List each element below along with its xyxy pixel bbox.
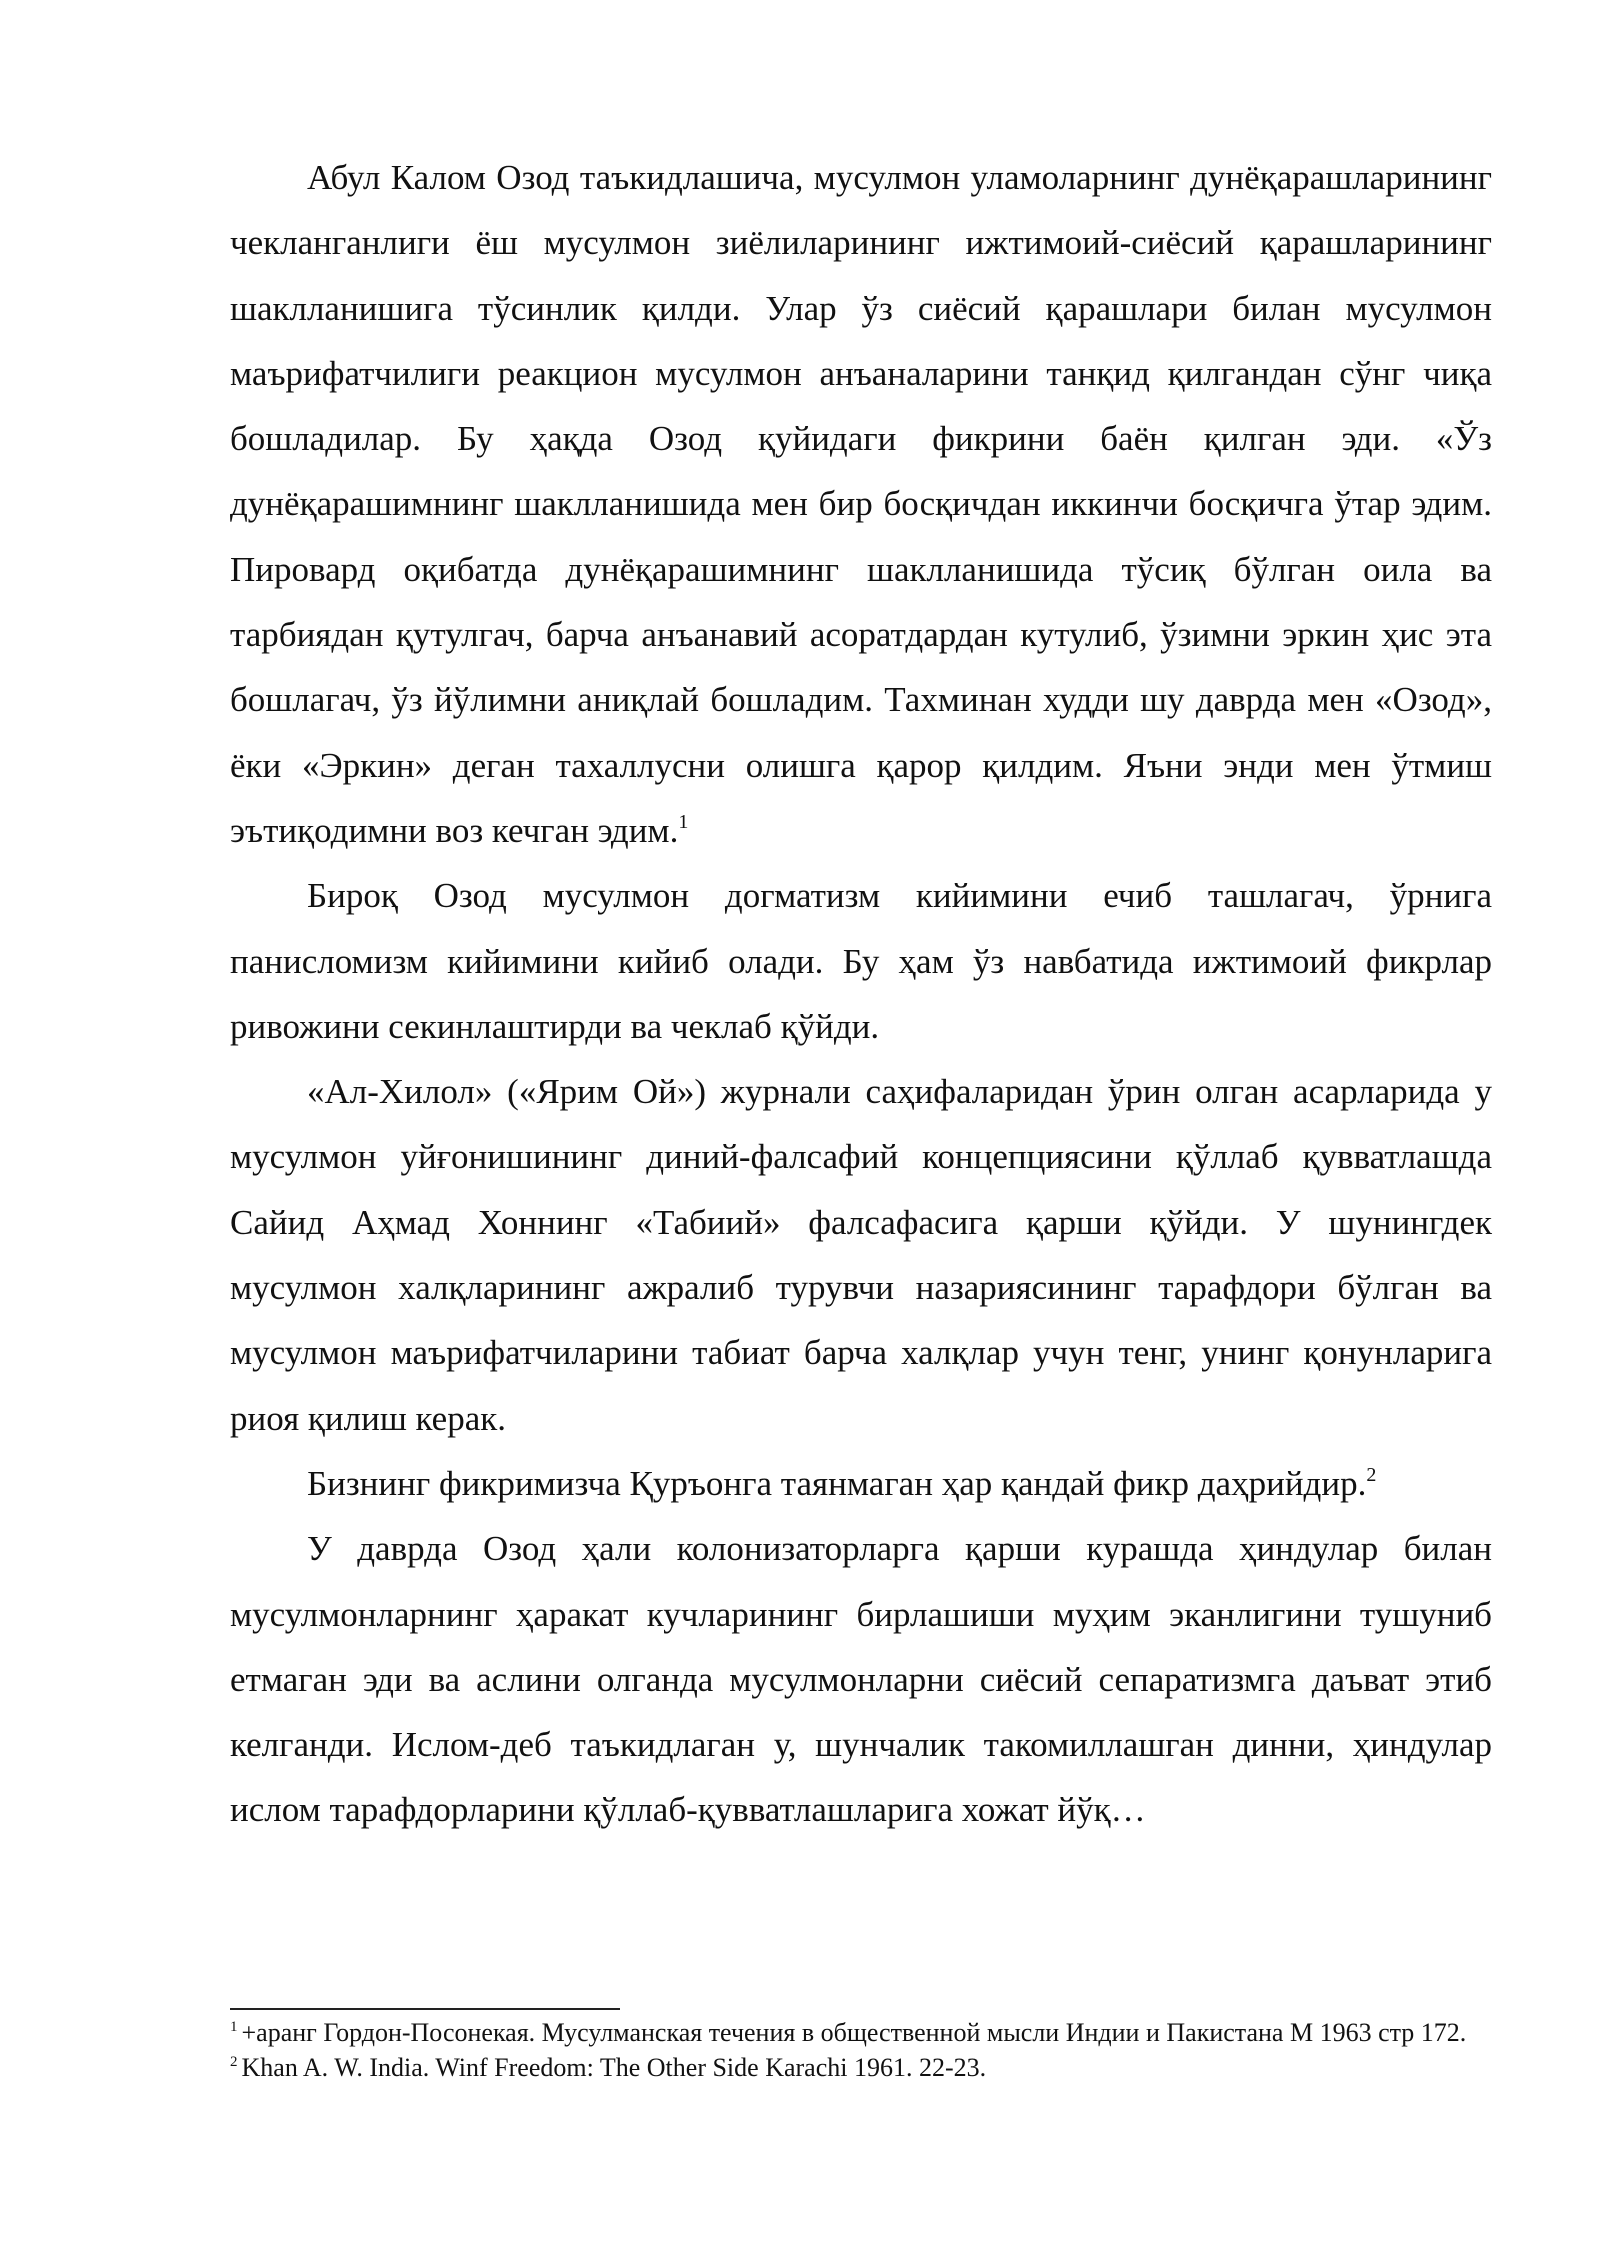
footnote-reference-1: 1	[678, 810, 689, 833]
paragraph-3	[230, 1059, 1492, 1451]
footnote-2	[230, 2050, 1492, 2085]
footnote-1	[230, 2015, 1492, 2050]
paragraph-text: Абул Калом Озод таъкидлашича, мусулмон уламоларнинг дунёқарашларининг чекланганлиги ёш мусулмон зиёлиларининг ижтимоий-сиёсий қарашларининг шаклланишига тўсинлик қилди. Улар ўз сиёсий қарашлари билан мусулмон маърифатчилиги реакцион мусулмон анъаналарини танқид қилгандан сўнг чиқа бошладилар. Бу ҳақда Озод қуйидаги фикрини баён қилган эди. «Ўз дунёқарашимнинг шаклланишида мен бир босқичдан иккинчи босқичга ўтар эдим. Пировард оқибатда дунёқарашимнинг шаклланишида тўсиқ бўлган оила ва тарбиядан қутулгач, барча анъанавий асоратдардан кутулиб, ўзимни эркин ҳис эта бошлагач, ўз йўлимни аниқлай бошладим. Тахминан худди шу даврда мен «Озод», ёки «Эркин» деган тахаллусни олишга қарор қилдим. Яъни энди мен ўтмиш эътиқодимни воз кечган эдим.	[230, 158, 1492, 850]
body-text	[230, 145, 1492, 1843]
paragraph-5	[230, 1516, 1492, 1842]
paragraph-text: У даврда Озод ҳали колонизаторларга қарши курашда ҳиндулар билан мусулмонларнинг ҳаракат кучларининг бирлашиши муҳим эканлигини тушуниб етмаган эди ва аслини олганда мусулмонларни сиёсий сепаратизмга даъват этиб келганди. Ислом-деб таъкидлаган у, шунчалик такомиллашган динни, ҳиндулар ислом тарафдорларини қўллаб-қувватлашларига хожат йўқ…	[230, 1529, 1492, 1830]
footnote-separator	[230, 2008, 620, 2010]
paragraph-1	[230, 145, 1492, 863]
footnote-mark: 1	[230, 2019, 238, 2035]
paragraph-4	[230, 1451, 1492, 1516]
footnote-text: Khan A. W. India. Winf Freedom: The Other Side Karachi 1961. 22-23.	[241, 2053, 987, 2082]
footnote-mark: 2	[230, 2054, 238, 2070]
footnotes	[230, 2015, 1492, 2085]
footnote-text: +аранг Гордон-Посонекая. Мусулманская течения в общественной мысли Индии и Пакистана М 1963 стр 172.	[241, 2018, 1467, 2047]
paragraph-text: Бизнинг фикримизча Қуръонга таянмаган ҳар қандай фикр даҳрийдир.	[307, 1463, 1367, 1503]
paragraph-2	[230, 863, 1492, 1059]
paragraph-text: Бироқ Озод мусулмон догматизм кийимини ечиб ташлагач, ўрнига панисломизм кийимини кийиб олади. Бу ҳам ўз навбатида ижтимоий фикрлар ривожини секинлаштирди ва чеклаб қўйди.	[230, 876, 1492, 1046]
footnote-reference-2: 2	[1366, 1463, 1377, 1486]
paragraph-text: «Ал-Хилол» («Ярим Ой») журнали саҳифаларидан ўрин олган асарларида у мусулмон уйғонишининг диний-фалсафий концепциясини қўллаб қувватлашда Сайид Аҳмад Хоннинг «Табиий» фалсафасига қарши қўйди. У шунингдек мусулмон халқларининг ажралиб турувчи назариясининг тарафдори бўлган ва мусулмон маърифатчиларини табиат барча халқлар учун тенг, унинг қонунларига риоя қилиш керак.	[230, 1072, 1492, 1438]
